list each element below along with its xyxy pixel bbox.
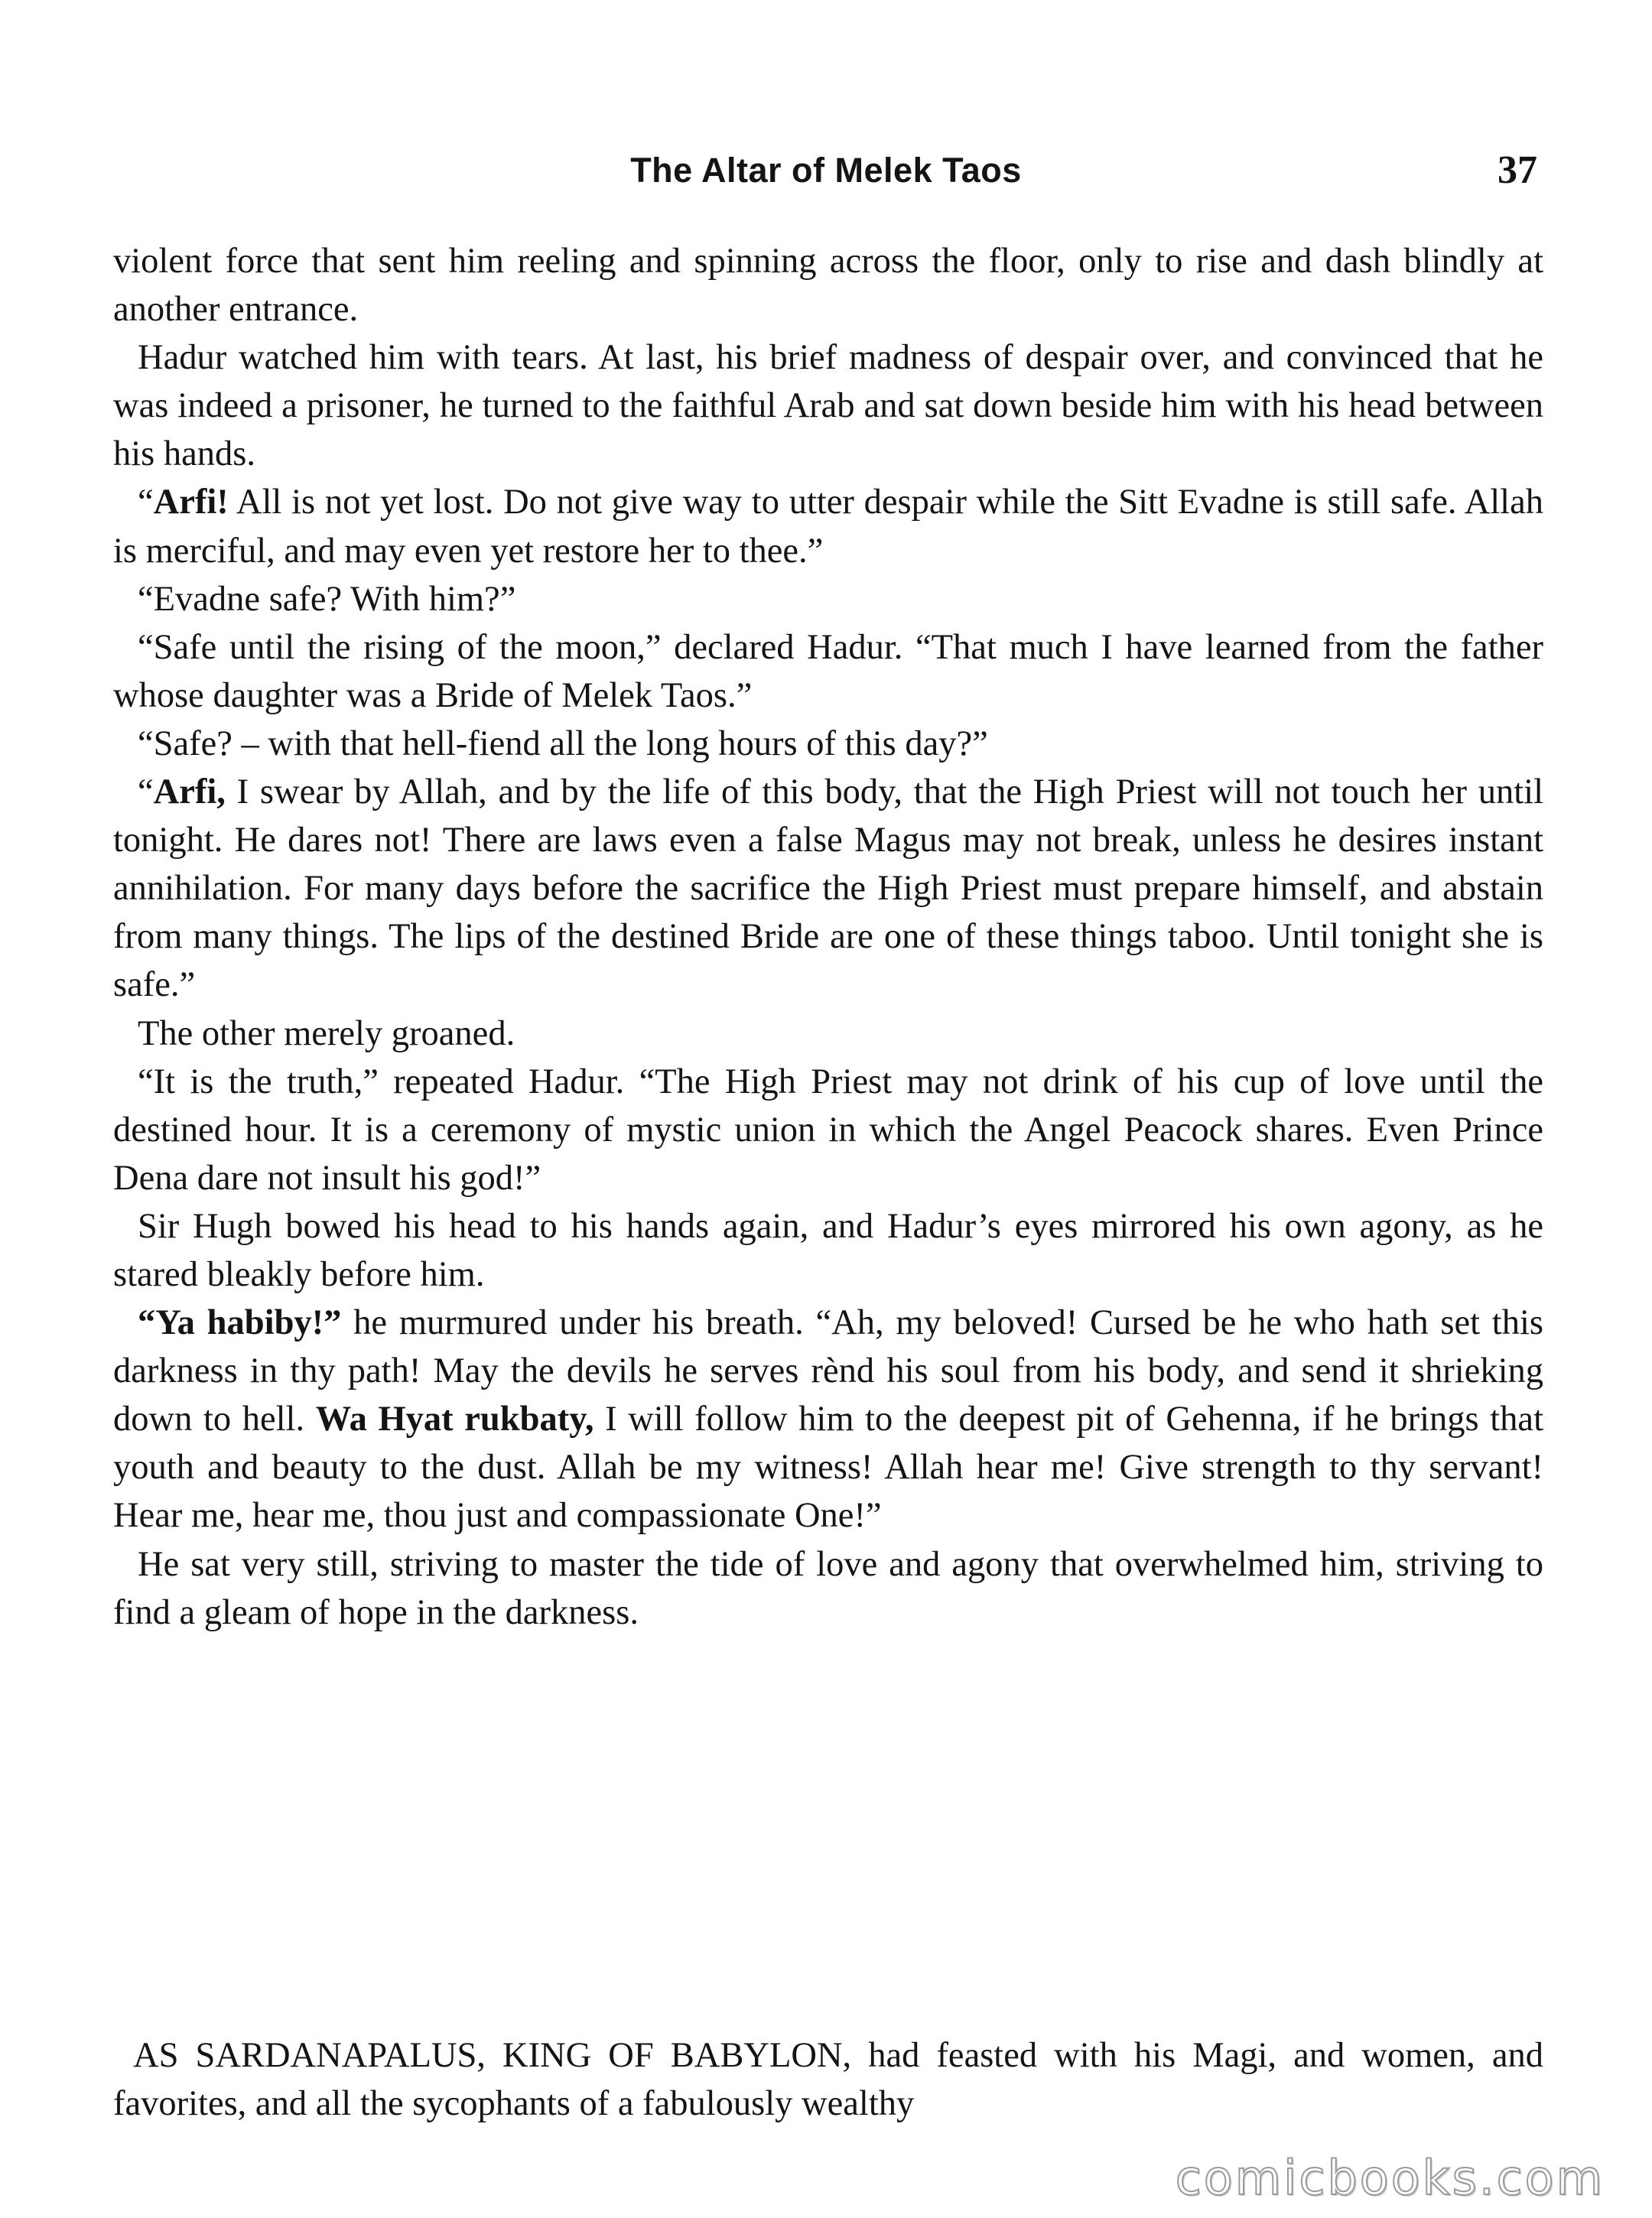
text-run: he murmured under his breath. “Ah, my beloved! Cursed be he who hath set this darkness in thy path! May the devils he serves rènd his soul from his body, and send it shrieking down to hell. [113, 1303, 1543, 1439]
paragraph [113, 623, 1543, 720]
text-run: All is not yet lost. Do not give way to utter despair while the Sitt Evadne is still safe. Allah is merciful, and may even yet restore her to thee.” [113, 483, 1543, 571]
paragraph [113, 1540, 1543, 1637]
text-run: He sat very still, striving to master the tide of love and agony that overwhelmed him, striving to find a gleam of hope in the darkness. [113, 1544, 1543, 1632]
watermark-logo: comicbooks.com [1175, 2150, 1605, 2206]
text-run: I will follow him to the deepest pit of Gehenna, if he brings that youth and beauty to the dust. Allah be my witness! Allah hear me! Give strength to thy servant! Hear me, hear me, thou just and compassionate One!” [113, 1400, 1543, 1536]
text-run: Sir Hugh bowed his head to his hands again, and Hadur’s eyes mirrored his own agony, as he stared bleakly before him. [113, 1206, 1543, 1294]
next-section [113, 2031, 1543, 2128]
body-text [113, 237, 1543, 1637]
paragraph [113, 575, 1543, 623]
text-run: “Safe? – with that hell-fiend all the long hours of this day?” [138, 724, 988, 763]
text-run: Hadur watched him with tears. At last, his brief madness of despair over, and convinced that he was indeed a prisoner, he turned to the faithful Arab and sat down beside him with his head between his hands. [113, 338, 1543, 474]
paragraph [113, 768, 1543, 1009]
text-run: “Safe until the rising of the moon,” declared Hadur. “That much I have learned from the father whose daughter was a Bride of Melek Taos.” [113, 627, 1543, 715]
running-title: The Altar of Melek Taos [630, 151, 1022, 190]
paragraph [113, 1202, 1543, 1299]
emphasis-text: Arfi, [153, 772, 226, 812]
text-run: violent force that sent him reeling and spinning across the floor, only to rise and dash blindly at another entrance. [113, 242, 1543, 330]
text-run: “ [138, 772, 154, 812]
text-run: “Evadne safe? With him?” [138, 579, 516, 619]
text-run: I swear by Allah, and by the life of this body, that the High Priest will not touch her until tonight. He dares not! There are laws even a false Magus may not break, unless he desires instant annihilation. For many days before the sacrifice the High Priest must prepare himself, and abstain from many things. The lips of the destined Bride are one of these things taboo. Until tonight she is safe.” [113, 772, 1543, 1005]
section-opening-paragraph: AS SARDANAPALUS, KING OF BABYLON, had feasted with his Magi, and women, and favorites, and all the sycophants of a fabulously wealthy [113, 2036, 1543, 2123]
emphasis-text: Arfi! [153, 483, 229, 522]
running-header [115, 144, 1537, 197]
paragraph-continued [113, 237, 1543, 333]
emphasis-text: “Ya habiby!” [138, 1303, 342, 1343]
paragraph [113, 720, 1543, 768]
paragraph [113, 1058, 1543, 1202]
emphasis-text: Wa Hyat rukbaty, [315, 1400, 594, 1439]
paragraph [113, 478, 1543, 574]
paragraph [113, 1299, 1543, 1540]
paragraph [113, 333, 1543, 478]
text-run: “ [138, 483, 154, 522]
paragraph [113, 1010, 1543, 1058]
page-number: 37 [1498, 148, 1537, 192]
text-run: The other merely groaned. [138, 1013, 515, 1053]
text-run: “It is the truth,” repeated Hadur. “The High Priest may not drink of his cup of love until the destined hour. It is a ceremony of mystic union in which the Angel Peacock shares. Even Prince Dena dare not insult his god!” [113, 1062, 1543, 1198]
